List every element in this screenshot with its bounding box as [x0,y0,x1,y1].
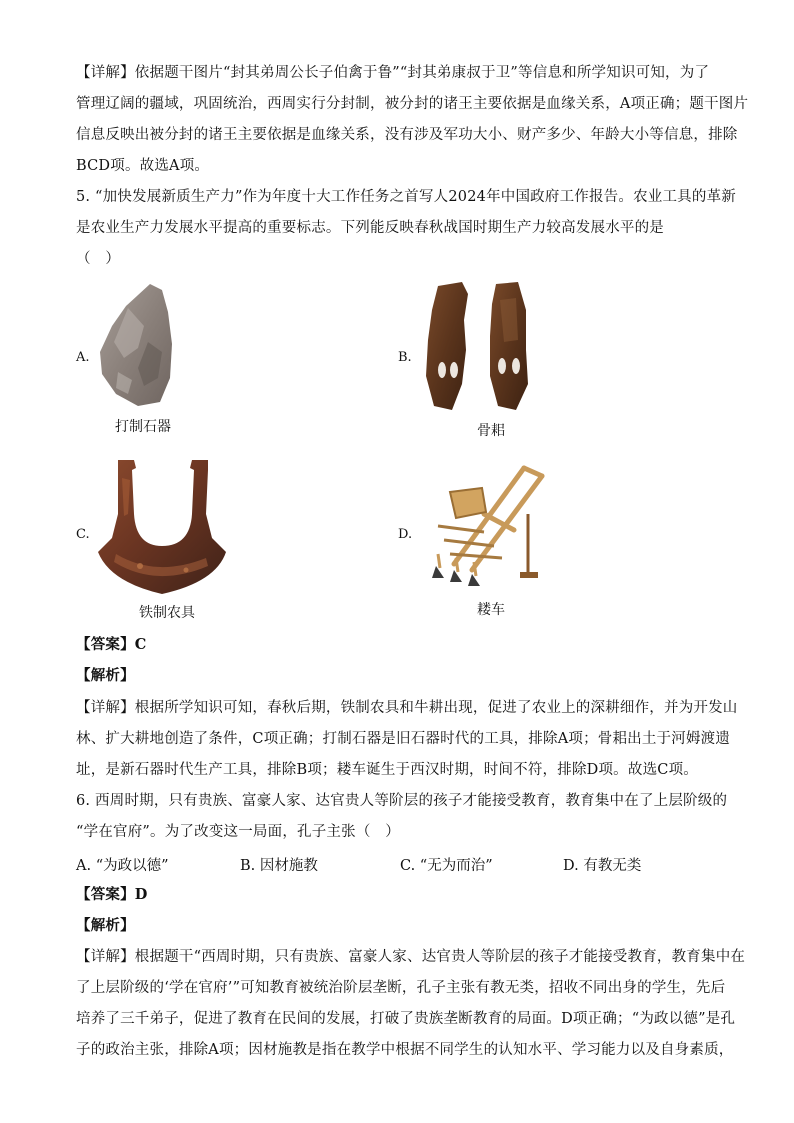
analysis-label-q6: 【解析】 [76,917,135,934]
option-c-letter: C. [76,527,90,542]
chipped-stone-tool-image [98,282,176,408]
seed-drill-image [424,454,560,588]
choice-a: A. “为政以德” [76,858,169,874]
option-a-letter: A. [76,350,90,365]
option-b-caption: 骨耜 [477,423,505,439]
iron-farm-tool-image [96,454,230,598]
explanation-q4-line2: 管理辽阔的疆域，巩固统治，西周实行分封制，被分封的诸王主要依据是血缘关系，A项正确；题干图片 [76,96,749,112]
choice-c: C. “无为而治” [400,858,493,874]
explanation-q4-line4: BCD项。故选A项。 [76,158,210,174]
question-6-line1: 6. 西周时期，只有贵族、富豪人家、达官贵人等阶层的孩子才能接受教育，教育集中在了上层阶级的 [76,793,728,809]
choice-d: D. 有教无类 [563,858,642,874]
answer-label-q5: 【答案】C [76,636,147,653]
option-d-caption: 耧车 [477,602,505,618]
explanation-q6-line1: 【详解】根据题干“西周时期，只有贵族、富豪人家、达官贵人等阶层的孩子才能接受教育，教育集中在 [76,949,746,965]
explanation-q6-line3: 培养了三千弟子，促进了教育在民间的发展，打破了贵族垄断教育的局面。D项正确；“为政以德”是孔 [76,1011,736,1027]
explanation-q5-line3: 址，是新石器时代生产工具，排除B项；耧车诞生于西汉时期，时间不符，排除D项。故选C项。 [76,762,698,778]
explanation-q4-line3: 信息反映出被分封的诸王主要依据是血缘关系，没有涉及军功大小、财产多少、年龄大小等信息，排除 [76,127,738,143]
answer-label-q6: 【答案】D [76,886,148,903]
option-c-caption: 铁制农具 [139,605,195,621]
question-6-line2: “学在官府”。为了改变这一局面，孔子主张（ ） [76,824,400,840]
explanation-q6-line2: 了上层阶级的‘学在官府’”可知教育被统治阶层垄断，孔子主张有教无类，招收不同出身的学生，先后 [76,980,726,996]
question-5-line1: 5. “加快发展新质生产力”作为年度十大工作任务之首写人2024年中国政府工作报告。农业工具的革新 [76,189,736,205]
question-5-line2: 是农业生产力发展水平提高的重要标志。下列能反映春秋战国时期生产力较高发展水平的是 [76,220,664,236]
option-a-caption: 打制石器 [115,419,171,435]
option-b-letter: B. [398,350,412,365]
explanation-q4-line1: 【详解】依据题干图片“封其弟周公长子伯禽于鲁”“封其弟康叔于卫”等信息和所学知识可知，为了 [76,65,710,81]
question-5-bracket: （ ） [76,251,121,267]
explanation-q5-line2: 林、扩大耕地创造了条件，C项正确；打制石器是旧石器时代的工具，排除A项；骨耜出土于河姆渡遗 [76,731,731,747]
explanation-q5-line1: 【详解】根据所学知识可知，春秋后期，铁制农具和牛耕出现，促进了农业上的深耕细作，并为开发山 [76,700,738,716]
bone-spade-image [418,280,534,414]
analysis-label-q5: 【解析】 [76,667,135,684]
explanation-q6-line4: 子的政治主张，排除A项；因材施教是指在教学中根据不同学生的认知水平、学习能力以及自身素质， [76,1042,734,1058]
option-d-letter: D. [398,527,413,542]
choice-b: B. 因材施教 [240,858,318,874]
